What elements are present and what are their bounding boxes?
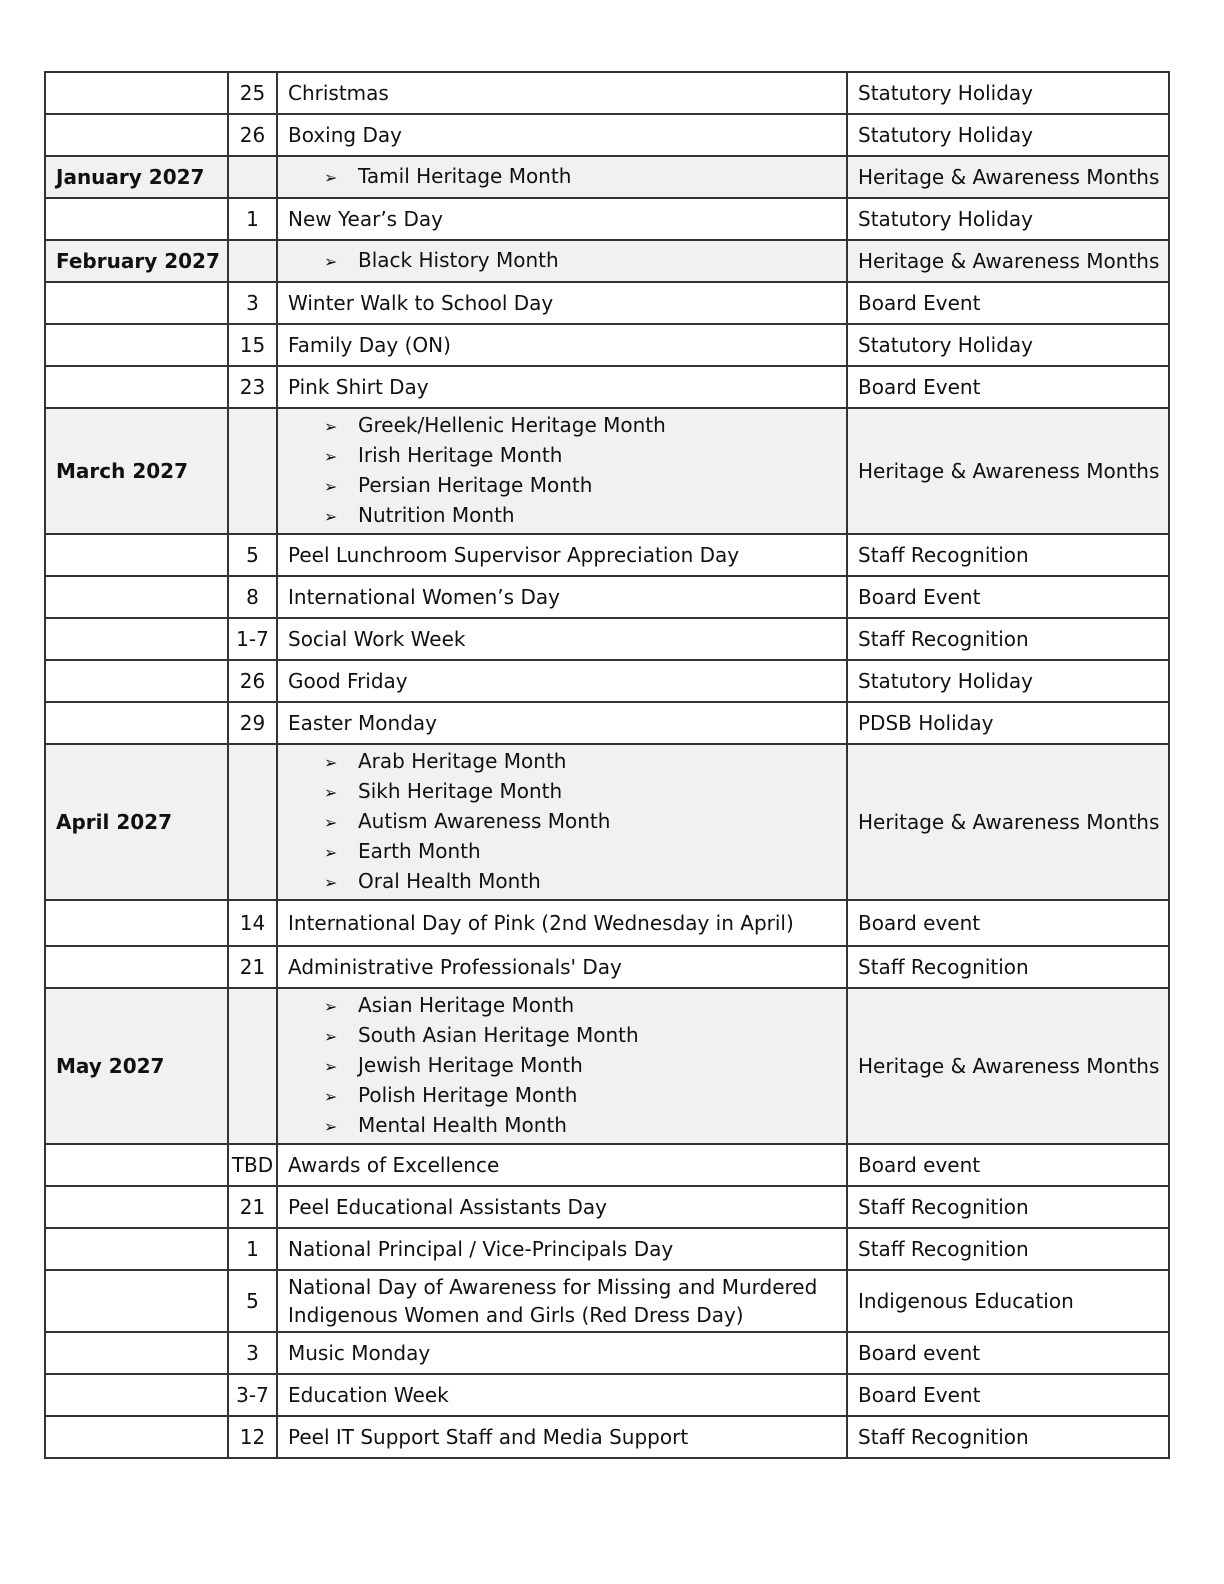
category-cell: Board event [847,1332,1169,1374]
event-cell: Easter Monday [277,702,847,744]
day-cell: 5 [228,1270,277,1332]
day-cell: 26 [228,114,277,156]
event-cell: Family Day (ON) [277,324,847,366]
month-header-row [45,240,1169,282]
bullet-list [288,989,836,1143]
list-item [324,1021,836,1051]
day-cell: 21 [228,1186,277,1228]
table-row [45,618,1169,660]
arrowhead-bullet-icon: ➢ [324,753,338,772]
month-cell [45,618,228,660]
event-cell: International Women’s Day [277,576,847,618]
calendar-table [44,71,1170,1459]
table-row [45,72,1169,114]
list-item-label: Autism Awareness Month [358,809,611,833]
event-cell: New Year’s Day [277,198,847,240]
month-cell: May 2027 [45,988,228,1144]
list-item [324,1051,836,1081]
month-cell [45,72,228,114]
arrowhead-bullet-icon: ➢ [324,417,338,436]
event-cell: Boxing Day [277,114,847,156]
month-cell [45,114,228,156]
list-item [324,747,836,777]
list-item-label: Greek/Hellenic Heritage Month [358,413,666,437]
table-row [45,1332,1169,1374]
event-cell: International Day of Pink (2nd Wednesday in April) [277,900,847,946]
event-cell: Good Friday [277,660,847,702]
category-cell: Staff Recognition [847,946,1169,988]
day-cell: 15 [228,324,277,366]
month-cell [45,324,228,366]
list-item [324,837,836,867]
month-cell [45,1186,228,1228]
list-item [324,411,836,441]
event-cell [277,156,847,198]
month-cell [45,1270,228,1332]
month-header-row [45,988,1169,1144]
table-row [45,900,1169,946]
category-cell: Board event [847,900,1169,946]
category-cell: Indigenous Education [847,1270,1169,1332]
day-cell: 8 [228,576,277,618]
category-cell: Statutory Holiday [847,114,1169,156]
arrowhead-bullet-icon: ➢ [324,1087,338,1106]
event-cell: Music Monday [277,1332,847,1374]
list-item [324,162,836,192]
month-header-row [45,156,1169,198]
list-item-label: Irish Heritage Month [358,443,563,467]
arrowhead-bullet-icon: ➢ [324,507,338,526]
month-cell [45,366,228,408]
category-cell: Statutory Holiday [847,324,1169,366]
category-cell: Staff Recognition [847,1186,1169,1228]
category-cell: Heritage & Awareness Months [847,744,1169,900]
list-item-label: South Asian Heritage Month [358,1023,639,1047]
table-row [45,702,1169,744]
list-item-label: Asian Heritage Month [358,993,575,1017]
day-cell: 26 [228,660,277,702]
event-cell: Peel Lunchroom Supervisor Appreciation Day [277,534,847,576]
day-cell [228,240,277,282]
list-item-label: Oral Health Month [358,869,541,893]
category-cell: Board Event [847,282,1169,324]
list-item-label: Arab Heritage Month [358,749,567,773]
table-row [45,660,1169,702]
arrowhead-bullet-icon: ➢ [324,477,338,496]
event-cell: Christmas [277,72,847,114]
table-row [45,1186,1169,1228]
list-item-label: Nutrition Month [358,503,515,527]
month-cell [45,1228,228,1270]
month-header-row [45,408,1169,534]
arrowhead-bullet-icon: ➢ [324,168,338,187]
event-cell: Winter Walk to School Day [277,282,847,324]
month-cell [45,900,228,946]
list-item-label: Black History Month [358,248,559,272]
category-cell: PDSB Holiday [847,702,1169,744]
arrowhead-bullet-icon: ➢ [324,997,338,1016]
category-cell: Statutory Holiday [847,198,1169,240]
list-item-label: Persian Heritage Month [358,473,593,497]
event-cell: National Day of Awareness for Missing and Murdered Indigenous Women and Girls (Red Dress Day) [277,1270,847,1332]
day-cell: 12 [228,1416,277,1458]
day-cell: 5 [228,534,277,576]
list-item-label: Earth Month [358,839,481,863]
arrowhead-bullet-icon: ➢ [324,873,338,892]
category-cell: Staff Recognition [847,534,1169,576]
table-row [45,114,1169,156]
table-row [45,282,1169,324]
table-row [45,1270,1169,1332]
day-cell: 25 [228,72,277,114]
month-cell [45,1374,228,1416]
calendar-body [45,72,1169,1458]
category-cell: Staff Recognition [847,1416,1169,1458]
month-cell [45,534,228,576]
list-item-label: Polish Heritage Month [358,1083,578,1107]
day-cell [228,408,277,534]
category-cell: Staff Recognition [847,1228,1169,1270]
arrowhead-bullet-icon: ➢ [324,447,338,466]
month-cell: March 2027 [45,408,228,534]
list-item [324,777,836,807]
month-cell [45,282,228,324]
month-cell [45,946,228,988]
table-row [45,1228,1169,1270]
arrowhead-bullet-icon: ➢ [324,783,338,802]
list-item [324,501,836,531]
event-cell [277,744,847,900]
day-cell: 3-7 [228,1374,277,1416]
bullet-list [288,409,836,533]
event-cell [277,408,847,534]
arrowhead-bullet-icon: ➢ [324,1117,338,1136]
day-cell: 1 [228,198,277,240]
category-cell: Statutory Holiday [847,660,1169,702]
event-cell: National Principal / Vice-Principals Day [277,1228,847,1270]
list-item-label: Mental Health Month [358,1113,567,1137]
month-cell [45,1416,228,1458]
category-cell: Heritage & Awareness Months [847,988,1169,1144]
event-cell: Peel IT Support Staff and Media Support [277,1416,847,1458]
arrowhead-bullet-icon: ➢ [324,252,338,271]
month-cell: February 2027 [45,240,228,282]
arrowhead-bullet-icon: ➢ [324,1057,338,1076]
day-cell: 1 [228,1228,277,1270]
event-cell: Awards of Excellence [277,1144,847,1186]
bullet-list [288,160,836,194]
table-row [45,946,1169,988]
category-cell: Board Event [847,366,1169,408]
category-cell: Statutory Holiday [847,72,1169,114]
day-cell [228,156,277,198]
list-item [324,807,836,837]
event-cell: Social Work Week [277,618,847,660]
list-item [324,1081,836,1111]
arrowhead-bullet-icon: ➢ [324,843,338,862]
day-cell: 1-7 [228,618,277,660]
month-cell: April 2027 [45,744,228,900]
bullet-list [288,244,836,278]
month-cell [45,660,228,702]
day-cell: 3 [228,1332,277,1374]
month-header-row [45,744,1169,900]
day-cell: 29 [228,702,277,744]
category-cell: Heritage & Awareness Months [847,156,1169,198]
table-row [45,366,1169,408]
day-cell: 23 [228,366,277,408]
day-cell: 14 [228,900,277,946]
category-cell: Heritage & Awareness Months [847,408,1169,534]
category-cell: Staff Recognition [847,618,1169,660]
category-cell: Heritage & Awareness Months [847,240,1169,282]
month-cell [45,1332,228,1374]
day-cell [228,988,277,1144]
event-cell: Administrative Professionals' Day [277,946,847,988]
table-row [45,198,1169,240]
event-cell [277,988,847,1144]
event-cell [277,240,847,282]
arrowhead-bullet-icon: ➢ [324,1027,338,1046]
event-cell: Education Week [277,1374,847,1416]
day-cell: 3 [228,282,277,324]
day-cell: TBD [228,1144,277,1186]
table-row [45,576,1169,618]
list-item [324,1111,836,1141]
table-row [45,324,1169,366]
table-row [45,534,1169,576]
list-item-label: Tamil Heritage Month [358,164,572,188]
table-row [45,1416,1169,1458]
day-cell: 21 [228,946,277,988]
month-cell [45,198,228,240]
month-cell [45,1144,228,1186]
category-cell: Board event [847,1144,1169,1186]
table-row [45,1144,1169,1186]
month-cell [45,702,228,744]
month-cell: January 2027 [45,156,228,198]
list-item [324,246,836,276]
list-item-label: Jewish Heritage Month [358,1053,583,1077]
table-row [45,1374,1169,1416]
arrowhead-bullet-icon: ➢ [324,813,338,832]
list-item-label: Sikh Heritage Month [358,779,563,803]
list-item [324,441,836,471]
month-cell [45,576,228,618]
event-cell: Pink Shirt Day [277,366,847,408]
event-cell: Peel Educational Assistants Day [277,1186,847,1228]
bullet-list [288,745,836,899]
category-cell: Board Event [847,576,1169,618]
list-item [324,991,836,1021]
category-cell: Board Event [847,1374,1169,1416]
list-item [324,867,836,897]
day-cell [228,744,277,900]
list-item [324,471,836,501]
